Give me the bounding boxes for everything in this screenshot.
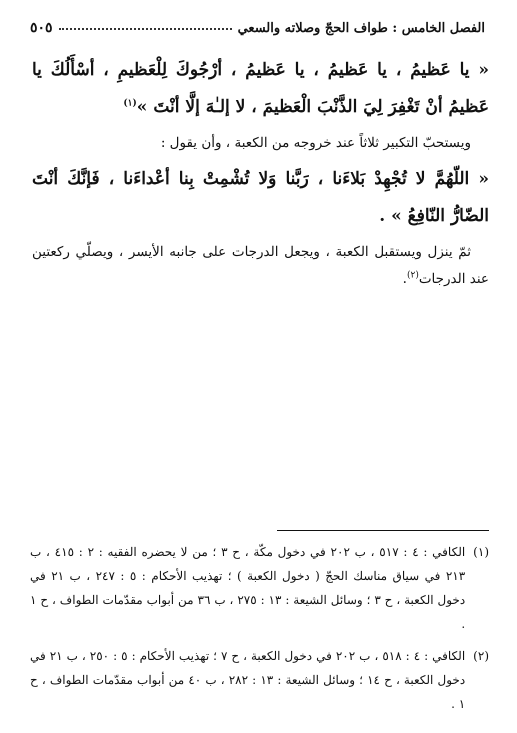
supplication-1 [32,52,489,126]
footnote-ref-1: (١) [123,98,137,109]
instruction-paragraph-2 [32,239,489,293]
instruction-paragraph-1: ويستحبّ التكبير ثلاثاً عند خروجه من الكعبة ، وأن يقول : [160,135,471,151]
running-header [30,12,485,36]
supplication-2: « اللّهُمَّ لا تُجْهِدْ بَلاءَنا ، رَبَّنا وَلا تُشْمِتْ بِنا أعْداءَنا ، فَإنَّكَ أنْتَ الضّارُّ النّافِعُ » . [32,169,490,226]
paragraph-end-period: . [402,271,407,287]
footnote-divider [277,530,489,531]
chapter-title: الفصل الخامس : طواف الحجّ وصلاته والسعي [237,21,485,36]
footnote-number: (٢) [473,649,489,663]
page-number: ٥٠٥ [30,20,53,36]
supplication-1-text: « يا عَظيمُ ، يا عَظيمُ ، يا عَظيمُ ، أرْجُوكَ لِلْعَظيمِ ، أسْأَلُكَ يا عَظيمُ أنْ تَغْفِرَ لِيَ الذَّنْبَ الْعَظيمَ ، لا إلـٰهَ إلَّا أنْتَ » [32,60,489,117]
footnote-ref-2: (٢) [406,270,419,281]
footnotes [30,540,489,724]
footnote-number: (١) [473,545,489,559]
footnote-1 [30,540,489,636]
dotted-leader [59,28,232,30]
footnote-text: الكافي : ٤ : ٥١٨ ، ب ٢٠٢ في دخول الكعبة ، ح ٧ ؛ تهذيب الأحكام : ٥ : ٢٥٠ ، ب ٢١ في دخول الكعبة ، ح ١٤ ؛ وسائل الشيعة : ١٣ : ٢٨٢ ، ب ٤٠ من أبواب مقدّمات الطواف ، ح ١ . [30,649,466,711]
instruction-paragraph-2-text: ثمّ ينزل ويستقبل الكعبة ، ويجعل الدرجات على جانبه الأيسر ، ويصلّي ركعتين عند الدرجات [32,244,489,287]
footnote-2 [30,644,489,716]
footnote-text: الكافي : ٤ : ٥١٧ ، ب ٢٠٢ في دخول مكّة ، ح ٣ ؛ من لا يحضره الفقيه : ٢ : ٤١٥ ، ب ٢١٣ في سياق مناسك الحجّ ( دخول الكعبة ) ؛ تهذيب الأحكام : ٥ : ٢٤٧ ، ب ٢١ في دخول الكعبة ، ح ٣ ؛ وسائل الشيعة : ١٣ : ٢٧٥ ، ب ٣٦ من أبواب مقدّمات الطواف ، ح ١ . [30,545,466,631]
main-text [32,52,489,293]
